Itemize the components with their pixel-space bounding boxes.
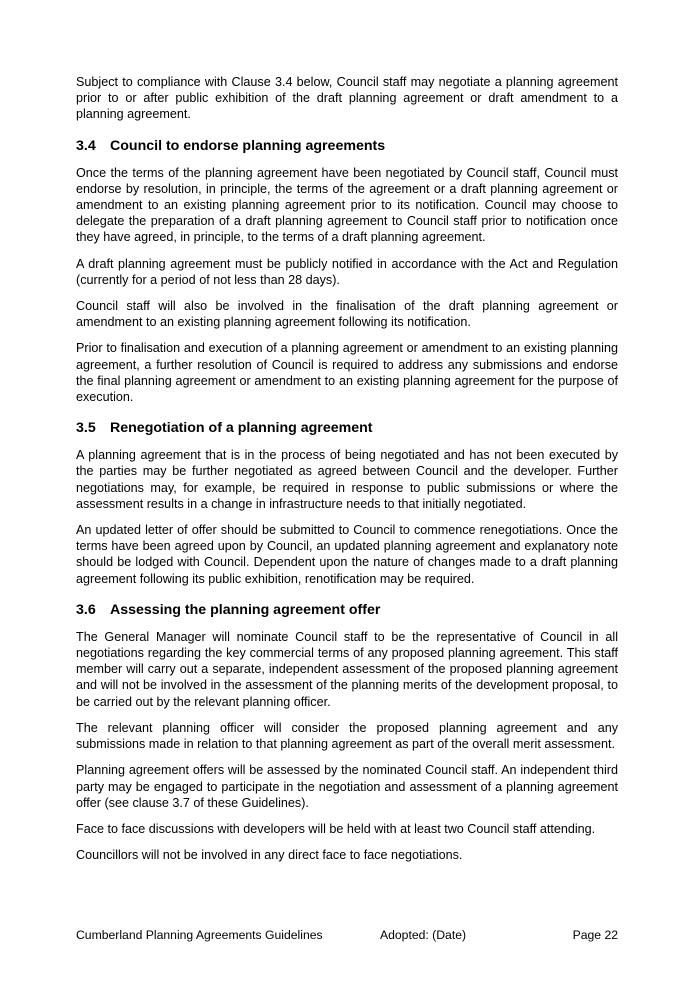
paragraph: Once the terms of the planning agreement have been negotiated by Council staff, Council must endorse by resolution, in principle, the terms of the agreement or a draft planning agreement or amendment to an existing planning agreement prior to its notification. Council may choose to delegate the preparation of a draft planning agreement to Council staff prior to notification once they have agreed, in principle, to the terms of a draft planning agreement. bbox=[76, 165, 618, 245]
footer-document-title: Cumberland Planning Agreements Guidelines bbox=[76, 928, 323, 942]
paragraph: Face to face discussions with developers will be held with at least two Council staff attending. bbox=[76, 821, 596, 836]
section-number: 3.6 bbox=[76, 601, 96, 618]
paragraph: Planning agreement offers will be assessed by the nominated Council staff. An independent third party may be engaged to participate in the negotiation and assessment of a planning agreement offer (see clause 3.7 of these Guidelines). bbox=[76, 763, 618, 810]
paragraph: The General Manager will nominate Council staff to be the representative of Council in all negotiations regarding the key commercial terms of any proposed planning agreement. This staff member will carry out a separate, independent assessment of the proposed planning agreement and will not be involved in the assessment of the planning merits of the development proposal, to be carried out by the relevant planning officer. bbox=[76, 629, 618, 709]
paragraph: The relevant planning officer will consider the proposed planning agreement and any submissions made in relation to that planning agreement as part of the overall merit assessment. bbox=[76, 720, 618, 752]
section-title: Council to endorse planning agreements bbox=[110, 137, 386, 154]
paragraph: A planning agreement that is in the process of being negotiated and has not been executed by the parties may be further negotiated as agreed between Council and the developer. Further negotiations may, for example, be required in response to public submissions or where the assessment results in a change in infrastructure needs to that initially negotiated. bbox=[76, 448, 618, 511]
section-heading-3-4 bbox=[76, 137, 618, 155]
section-number: 3.5 bbox=[76, 420, 96, 437]
paragraph: Councillors will not be involved in any direct face to face negotiations. bbox=[76, 848, 463, 863]
paragraph: Prior to finalisation and execution of a planning agreement or amendment to an existing planning agreement, a further resolution of Council is required to address any submissions and endorse the final planning agreement or amendment to an existing planning agreement for the purpose of execution. bbox=[76, 341, 618, 405]
section-heading-3-5 bbox=[76, 419, 618, 437]
paragraph: An updated letter of offer should be submitted to Council to commence renegotiations. Once the terms have been agreed upon by Council, an updated planning agreement and explanatory note should be lodged with Council. Dependent upon the nature of changes made to a draft planning agreement following its public exhibition, renotification may be required. bbox=[76, 523, 618, 586]
section-title: Assessing the planning agreement offer bbox=[110, 601, 381, 618]
intro-paragraph: Subject to compliance with Clause 3.4 below, Council staff may negotiate a planning agreement prior to or after public exhibition of the draft planning agreement or draft amendment to a planning agreement. bbox=[76, 75, 618, 122]
section-title: Renegotiation of a planning agreement bbox=[110, 420, 373, 437]
section-number: 3.4 bbox=[76, 137, 96, 154]
page-footer bbox=[76, 927, 618, 943]
footer-adopted-date: Adopted: (Date) bbox=[380, 928, 467, 942]
paragraph: Council staff will also be involved in the finalisation of the draft planning agreement or amendment to an existing planning agreement following its notification. bbox=[76, 299, 618, 330]
document-body bbox=[76, 74, 618, 873]
paragraph: A draft planning agreement must be publicly notified in accordance with the Act and Regulation (currently for a period of not less than 28 days). bbox=[76, 256, 618, 287]
footer-page-number: Page 22 bbox=[572, 928, 618, 942]
section-heading-3-6 bbox=[76, 601, 618, 619]
